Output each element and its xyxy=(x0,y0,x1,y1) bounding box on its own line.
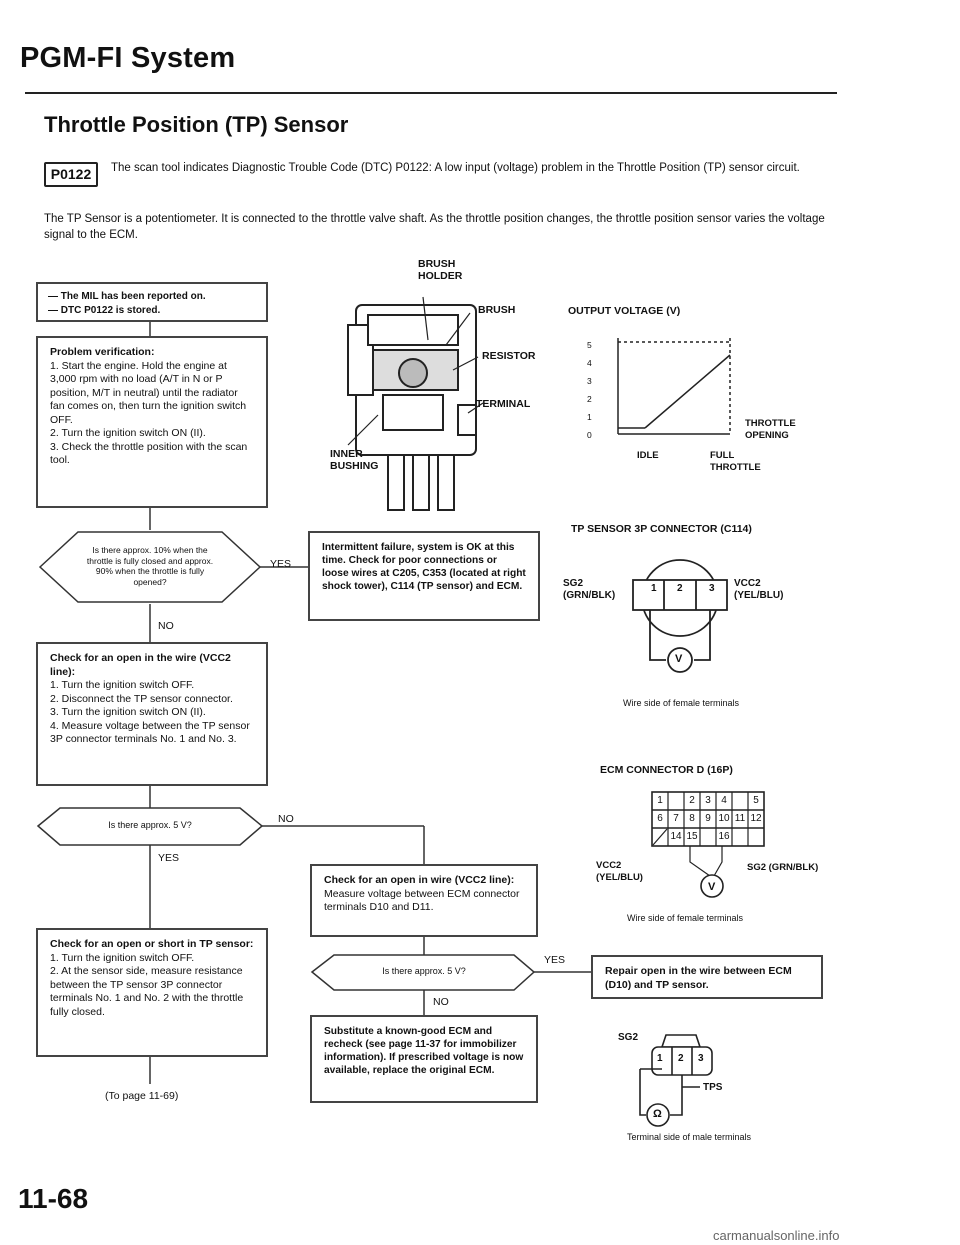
check-open-short-step-1: 1. Turn the ignition switch OFF. xyxy=(50,951,195,964)
verification-step-1: 1. Start the engine. Hold the engine at 3,000 rpm with no load (A/T in N or P position, M/T in neutral) until the radiator fan comes on, then turn the ignition switch OFF. xyxy=(50,359,247,426)
label-brush-holder: BRUSH HOLDER xyxy=(418,258,463,282)
ecm-pin xyxy=(748,828,764,846)
check-open-vcc2-step-1: 1. Turn the ignition switch OFF. xyxy=(50,679,195,691)
intermittent-failure-box: Intermittent failure, system is OK at this time. Check for poor connections or loose wires at C205, C353 (located at right shock tower), C114 (TP sensor) and ECM. xyxy=(308,531,540,621)
tp-left-label: SG2 (GRN/BLK) xyxy=(563,578,616,601)
ecm-pin-rows xyxy=(652,792,764,846)
check-open-short-step-2: 2. At the sensor side, measure resistance between the TP sensor 3P connector terminals No. 1 and No. 2 with the throttle fully closed. xyxy=(50,965,244,1018)
ecm-pin: 10 xyxy=(718,813,730,824)
question-1: Is there approx. 10% when the throttle is fully closed and approx. 90% when the throttle is fully opened? xyxy=(86,545,214,587)
verification-step-2: 2. Turn the ignition switch ON (II). xyxy=(50,427,206,439)
ecm-vcc2-label: VCC2 (YEL/BLU) xyxy=(596,860,643,883)
ecm-connector-title: ECM CONNECTOR D (16P) xyxy=(600,764,733,776)
check-open-vcc2-box xyxy=(36,642,268,786)
label-resistor: RESISTOR xyxy=(482,350,536,362)
y-tick-2: 2 xyxy=(587,394,592,404)
tp-pin-1: 1 xyxy=(651,583,657,594)
tp-connector-diagram xyxy=(600,540,800,690)
ecm-pin xyxy=(652,828,668,846)
question-3: Is there approx. 5 V? xyxy=(382,966,466,976)
check-open-short-title: Check for an open or short in TP sensor: xyxy=(50,938,254,950)
check-open-ecm-box xyxy=(310,864,538,937)
repair-open-box: Repair open in the wire between ECM (D10) and TP sensor. xyxy=(591,955,823,999)
verification-title: Problem verification: xyxy=(50,346,155,358)
ecm-row-1 xyxy=(652,792,764,810)
tps-sg2-label: SG2 xyxy=(618,1032,639,1043)
start-line-1: — The MIL has been reported on. xyxy=(48,291,206,302)
label-inner-bushing: INNER BUSHING xyxy=(330,448,379,472)
page-header-title: PGM-FI System xyxy=(20,42,236,74)
q2-no-label: NO xyxy=(278,813,294,825)
check-open-vcc2-step-4: 4. Measure voltage between the TP sensor 3P connector terminals No. 1 and No. 3. xyxy=(50,719,250,745)
tp-connector-caption: Wire side of female terminals xyxy=(623,698,740,708)
to-page-label: (To page 11-69) xyxy=(105,1090,179,1102)
check-open-vcc2-step-2: 2. Disconnect the TP sensor connector. xyxy=(50,692,233,705)
ecm-pin: 1 xyxy=(657,795,663,806)
label-brush: BRUSH xyxy=(478,304,516,316)
ecm-meter-symbol: V xyxy=(708,881,716,893)
tp-right-label: VCC2 (YEL/BLU) xyxy=(734,578,784,601)
q3-yes-label: YES xyxy=(544,954,566,966)
ecm-pin: 5 xyxy=(753,795,759,806)
problem-verification-box xyxy=(36,336,268,508)
page-number: 11-68 xyxy=(18,1183,89,1214)
dtc-code-badge: P0122 xyxy=(44,162,98,187)
ecm-pin: 11 xyxy=(734,813,746,824)
q3-no-label: NO xyxy=(433,996,449,1008)
check-open-short-box xyxy=(36,928,268,1057)
ecm-sg2-label: SG2 (GRN/BLK) xyxy=(747,862,819,873)
start-box xyxy=(36,282,268,322)
ecm-pin: 14 xyxy=(670,831,682,842)
ecm-pin xyxy=(732,828,748,846)
graph-y-ticks xyxy=(587,336,592,444)
y-tick-5: 5 xyxy=(587,340,592,350)
ecm-pin xyxy=(668,792,684,810)
ecm-connector-caption: Wire side of female terminals xyxy=(627,913,744,923)
section-title: Throttle Position (TP) Sensor xyxy=(44,112,349,137)
ecm-pin xyxy=(732,792,748,810)
ecm-row-3 xyxy=(652,828,764,846)
ecm-pin: 3 xyxy=(705,795,711,806)
tp-connector-title: TP SENSOR 3P CONNECTOR (C114) xyxy=(571,523,752,535)
check-open-vcc2-title: Check for an open in the wire (VCC2 line): xyxy=(50,652,231,678)
ecm-pin xyxy=(700,828,716,846)
ecm-pin: 8 xyxy=(689,813,695,824)
tps-label: TPS xyxy=(703,1082,723,1093)
ecm-pin: 6 xyxy=(657,813,663,824)
y-tick-3: 3 xyxy=(587,376,592,386)
tp-meter-symbol: V xyxy=(675,653,683,665)
q1-yes-label: YES xyxy=(270,558,292,570)
substitute-ecm-box: Substitute a known-good ECM and recheck (see page 11-37 for immobilizer information). If prescribed voltage is now available, replace the original ECM. xyxy=(310,1015,538,1103)
dtc-description: The scan tool indicates Diagnostic Trouble Code (DTC) P0122: A low input (voltage) problem in the Throttle Position (TP) sensor circuit. xyxy=(111,162,800,174)
y-tick-0: 0 xyxy=(587,430,592,440)
watermark-text: carmanualsonline.info xyxy=(713,1228,840,1243)
check-open-ecm-title: Check for an open in wire (VCC2 line): xyxy=(324,874,515,886)
q2-yes-label: YES xyxy=(158,852,180,864)
tps-connector-caption: Terminal side of male terminals xyxy=(627,1132,752,1142)
tps-pin-3: 3 xyxy=(698,1053,704,1064)
graph-x-label: THROTTLE OPENING xyxy=(745,418,796,441)
tps-pin-1: 1 xyxy=(657,1053,663,1064)
start-line-2: — DTC P0122 is stored. xyxy=(48,304,161,316)
graph-full-label: FULL THROTTLE xyxy=(710,450,761,473)
y-tick-1: 1 xyxy=(587,412,592,422)
tps-meter-symbol: Ω xyxy=(653,1108,662,1120)
ecm-row-2 xyxy=(652,810,764,828)
tp-pin-3: 3 xyxy=(709,583,715,594)
label-terminal: TERMINAL xyxy=(476,398,531,410)
q1-no-label: NO xyxy=(158,620,174,632)
ecm-pin: 15 xyxy=(686,831,698,842)
ecm-pin: 16 xyxy=(718,831,730,842)
graph-title: OUTPUT VOLTAGE (V) xyxy=(568,305,681,317)
ecm-pin: 2 xyxy=(689,795,695,806)
ecm-pin: 7 xyxy=(673,813,679,824)
question-2: Is there approx. 5 V? xyxy=(108,820,192,830)
tps-pin-2: 2 xyxy=(678,1053,684,1064)
ecm-pin: 12 xyxy=(750,813,762,824)
ecm-pin: 4 xyxy=(721,795,727,806)
verification-step-3: 3. Check the throttle position with the scan tool. xyxy=(50,440,248,466)
ecm-pin: 9 xyxy=(705,813,711,824)
check-open-vcc2-step-3: 3. Turn the ignition switch ON (II). xyxy=(50,706,206,718)
y-tick-4: 4 xyxy=(587,358,592,368)
intro-paragraph: The TP Sensor is a potentiometer. It is connected to the throttle valve shaft. As the throttle position changes, the throttle position sensor varies the voltage signal to the ECM. xyxy=(44,213,825,241)
check-open-ecm-text: Measure voltage between ECM connector terminals D10 and D11. xyxy=(324,887,520,913)
graph-idle-label: IDLE xyxy=(637,450,659,461)
tp-pin-2: 2 xyxy=(677,583,683,594)
